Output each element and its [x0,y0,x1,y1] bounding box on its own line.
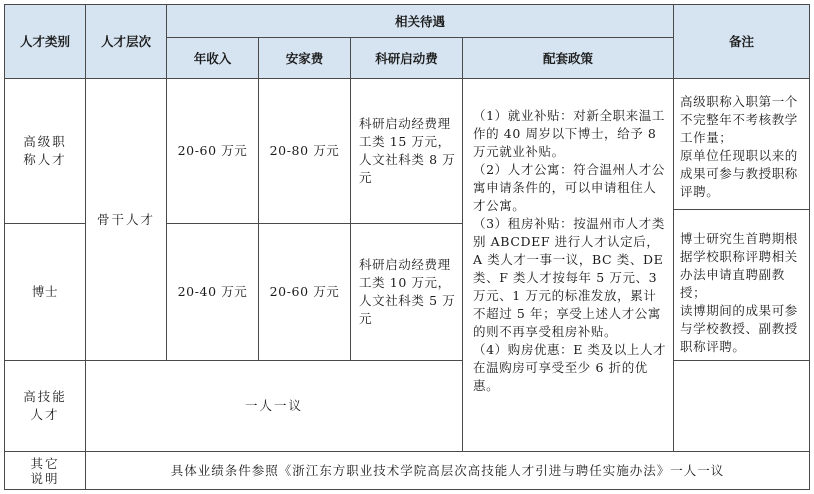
senior-title-research-fund: 科研启动经费理工类 15 万元，人文社科类 8 万元 [350,78,463,224]
policy-item: （3）租房补贴：按温州市人才类别 ABCDEF 进行人才认定后，A 类人才一事一议，BC 类、DE 类、F 类人才按每年 5 万元、3 万元、1 万元的标准发放，累计不超过 5 年；享受上述人才公寓的则不再享受租房补贴。 [473,216,665,339]
policy-item: （4）购房优惠：E 类及以上人才在温购房可享受至少 6 折的优惠。 [473,342,667,393]
header-category: 人才类别 [4,4,86,79]
doctor-category: 博士 [4,223,86,361]
header-research-fund: 科研启动费 [350,37,463,79]
high-skill-category: 高技能人才 [4,360,86,452]
policy-item: （1）就业补贴：对新全职来温工作的 40 周岁以下博士，给予 8 万元就业补贴。 [473,108,665,159]
header-policy: 配套政策 [462,37,674,79]
header-benefits-group: 相关待遇 [166,4,674,38]
header-remarks: 备注 [673,4,810,79]
other-category: 其它说明 [4,451,86,490]
senior-title-category: 高级职称人才 [4,78,86,224]
doctor-settlement-fee: 20-60 万元 [258,223,351,361]
senior-title-remarks [673,78,810,210]
header-level: 人才层次 [85,4,167,79]
doctor-remarks [673,209,810,361]
talent-benefits-table [4,4,810,490]
other-description: 具体业绩条件参照《浙江东方职业技术学院高层次高技能人才引进与聘任实施办法》一人一议 [85,451,810,490]
remark-line: 博士研究生首聘期根据学校职称评聘相关办法申请直聘副教授； [680,231,798,300]
remark-line: 原单位任现职以来的成果可参与教授职称评聘。 [680,148,798,199]
remark-line: 读博期间的成果可参与学校教授、副教授职称评聘。 [680,303,798,354]
header-annual-income: 年收入 [166,37,259,79]
remark-line: 高级职称入职第一个不完整年不考核教学工作量； [680,94,798,145]
policy-item: （2）人才公寓：符合温州人才公寓申请条件的，可以申请租住人才公寓。 [473,162,665,213]
senior-title-settlement-fee: 20-80 万元 [258,78,351,224]
doctor-annual-income: 20-40 万元 [166,223,259,361]
doctor-research-fund: 科研启动经费理工类 10 万元，人文社科类 5 万元 [350,223,463,361]
high-skill-remarks-empty [673,360,810,452]
talent-level-value: 骨干人才 [85,78,167,361]
high-skill-negotiable: 一人一议 [85,360,463,452]
senior-title-annual-income: 20-60 万元 [166,78,259,224]
policy-list [462,78,674,452]
header-settlement-fee: 安家费 [258,37,351,79]
